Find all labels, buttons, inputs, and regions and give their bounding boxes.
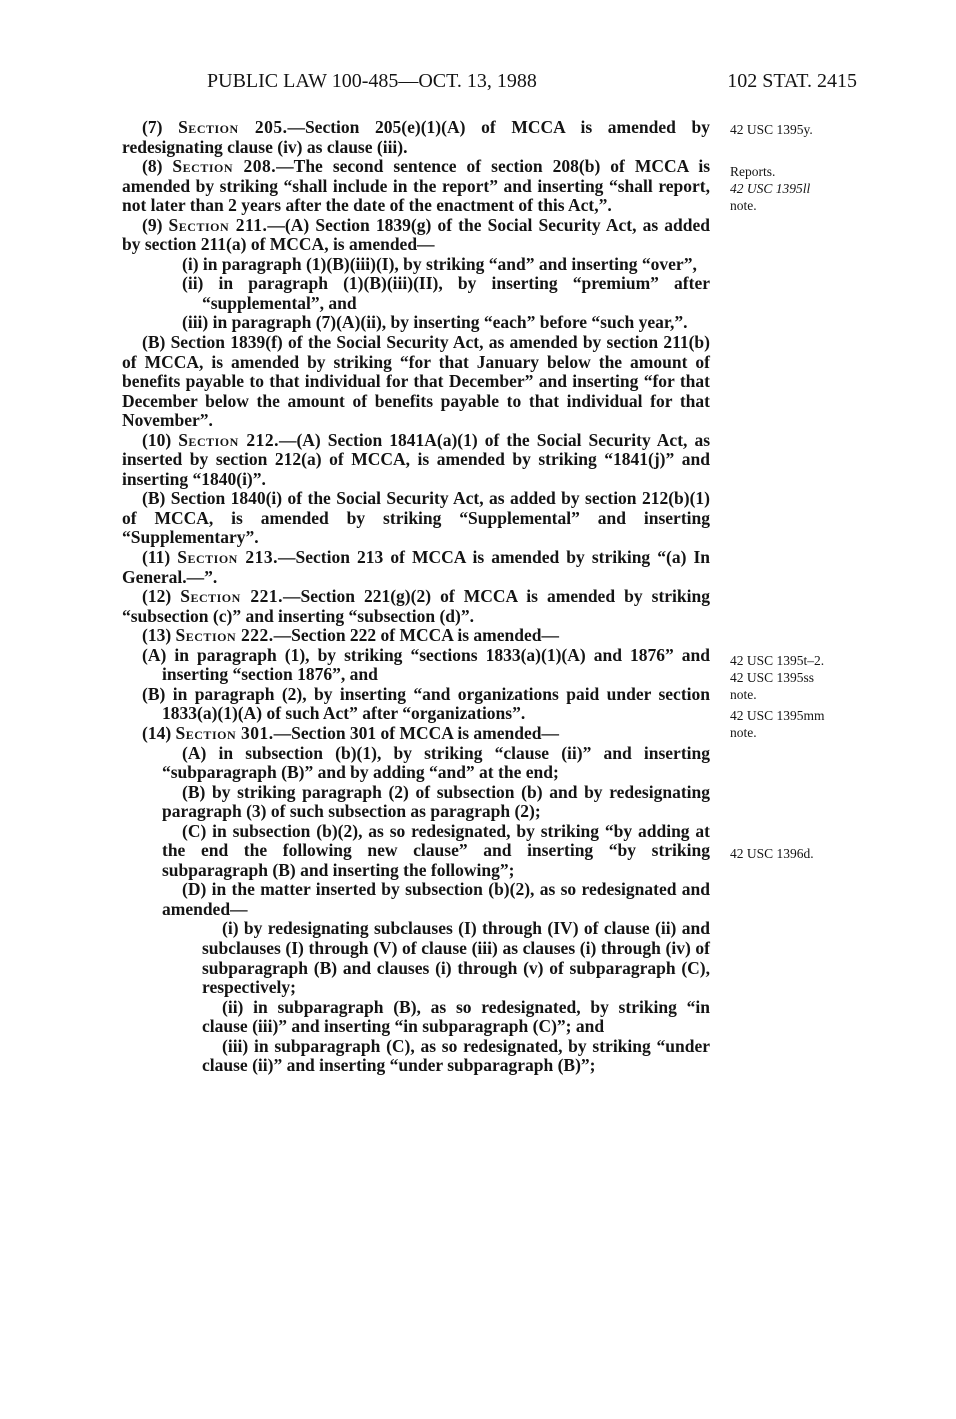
paragraph-14: (14) Section 301.—Section 301 of MCCA is amended— [142,722,559,743]
margin-note-usc-1395ll: 42 USC 1395ll [730,181,811,196]
paragraph-9: (9) Section 211.—(A) Section 1839(g) of the Social Security Act, as added by section 211(a) of MCCA, is amended— [122,214,710,255]
stat-citation: 102 STAT. 2415 [727,70,857,92]
clause-14-d-i: (i) by redesignating subclauses (I) through (IV) of clause (ii) and subclauses (I) through (V) of clause (iii) as clauses (i) through (iv) of subparagraph (B) and clauses (i) through (v) of subparagraph (C), respectively; [202,918,710,998]
section-caption: Section 222. [175,625,274,646]
section-caption: Section 221. [180,586,283,607]
clause-14-d-ii: (ii) in subparagraph (B), as so redesignated, by striking “in clause (iii)” and inserting “in subparagraph (C)”; and [202,996,710,1037]
subparagraph-14-c: (C) in subsection (b)(2), as so redesignated, by striking “by adding at the end the following new clause” and inserting “by striking subparagraph (B) and inserting the following”; [162,820,710,880]
margin-note-usc-1395t-2: 42 USC 1395t–2. [730,653,825,668]
clause-9-iii: (iii) in paragraph (7)(A)(ii), by inserting “each” before “such year,”. [182,312,688,333]
running-head: PUBLIC LAW 100-485—OCT. 13, 1988 [207,70,537,92]
subparagraph-13-b: (B) in paragraph (2), by inserting “and organizations paid under section 1833(a)(1)(A) of such Act” after “organizations”. [142,683,710,724]
paragraph-13: (13) Section 222.—Section 222 of MCCA is amended— [142,625,559,646]
subparagraph-14-b: (B) by striking paragraph (2) of subsection (b) and by redesignating paragraph (3) of such subsection as paragraph (2); [162,781,710,822]
clause-9-ii: (ii) in paragraph (1)(B)(iii)(II), by inserting “premium” after “supplemental”, and [182,273,710,313]
subparagraph-9-b: (B) Section 1839(f) of the Social Security Act, as amended by section 211(b) of MCCA, is amended by striking “for that January below the amount of benefits payable to that individual for that December” and inserting “for that December below the amount of benefits payable to that individual for that November”. [122,332,710,431]
subparagraph-14-a: (A) in subsection (b)(1), by striking “clause (ii)” and inserting “subparagraph (B)” and by adding “and” at the end; [162,742,710,783]
margin-note-usc-1395mm: 42 USC 1395mm [730,708,825,723]
margin-note-usc-1396d: 42 USC 1396d. [730,846,814,861]
clause-14-d-iii: (iii) in subparagraph (C), as so redesignated, by striking “under clause (ii)” and inserting “under subparagraph (B)”; [202,1035,710,1076]
margin-note-reports: Reports. [730,164,776,179]
page-header [122,70,857,98]
paragraph-10: (10) Section 212.—(A) Section 1841A(a)(1) of the Social Security Act, as inserted by section 212(a) of MCCA, is amended by striking “1841(j)” and inserting “1840(i)”. [122,429,710,489]
subparagraph-10-b: (B) Section 1840(i) of the Social Security Act, as added by section 212(b)(1) of MCCA, is amended by striking “Supplemental” and inserting “Supplementary”. [122,488,710,548]
subparagraph-14-d: (D) in the matter inserted by subsection (b)(2), as so redesignated and amended— [162,879,710,919]
margin-note-usc-1395y: 42 USC 1395y. [730,122,813,137]
margin-note-note: note. [730,687,757,702]
section-caption: Section 301. [175,722,274,743]
section-caption: Section 212. [178,429,279,450]
section-caption: Section 205. [178,117,288,137]
section-caption: Section 213. [177,547,279,568]
paragraph-7: (7) Section 205.—Section 205(e)(1)(A) of MCCA is amended by redesignating clause (iv) as clause (iii). [122,117,711,157]
section-caption: Section 211. [168,214,268,235]
margin-note-usc-1395ss: 42 USC 1395ss [730,670,815,685]
subparagraph-13-a: (A) in paragraph (1), by striking “sections 1833(a)(1)(A) and 1876” and inserting “section 1876”, and [142,644,710,685]
statute-body [122,118,710,1076]
section-caption: Section 208. [172,156,277,177]
margin-note-note: note. [730,725,757,740]
paragraph-8: (8) Section 208.—The second sentence of section 208(b) of MCCA is amended by striking “shall include in the report” and inserting “shall report, not later than 2 years after the date of the enactment of this Act,”. [122,156,711,216]
margin-note-note: note. [730,198,757,213]
paragraph-11: (11) Section 213.—Section 213 of MCCA is amended by striking “(a) In General.—”. [122,547,710,587]
clause-9-i: (i) in paragraph (1)(B)(iii)(I), by striking “and” and inserting “over”, [182,253,697,274]
paragraph-12: (12) Section 221.—Section 221(g)(2) of MCCA is amended by striking “subsection (c)” and inserting “subsection (d)”. [122,586,711,626]
